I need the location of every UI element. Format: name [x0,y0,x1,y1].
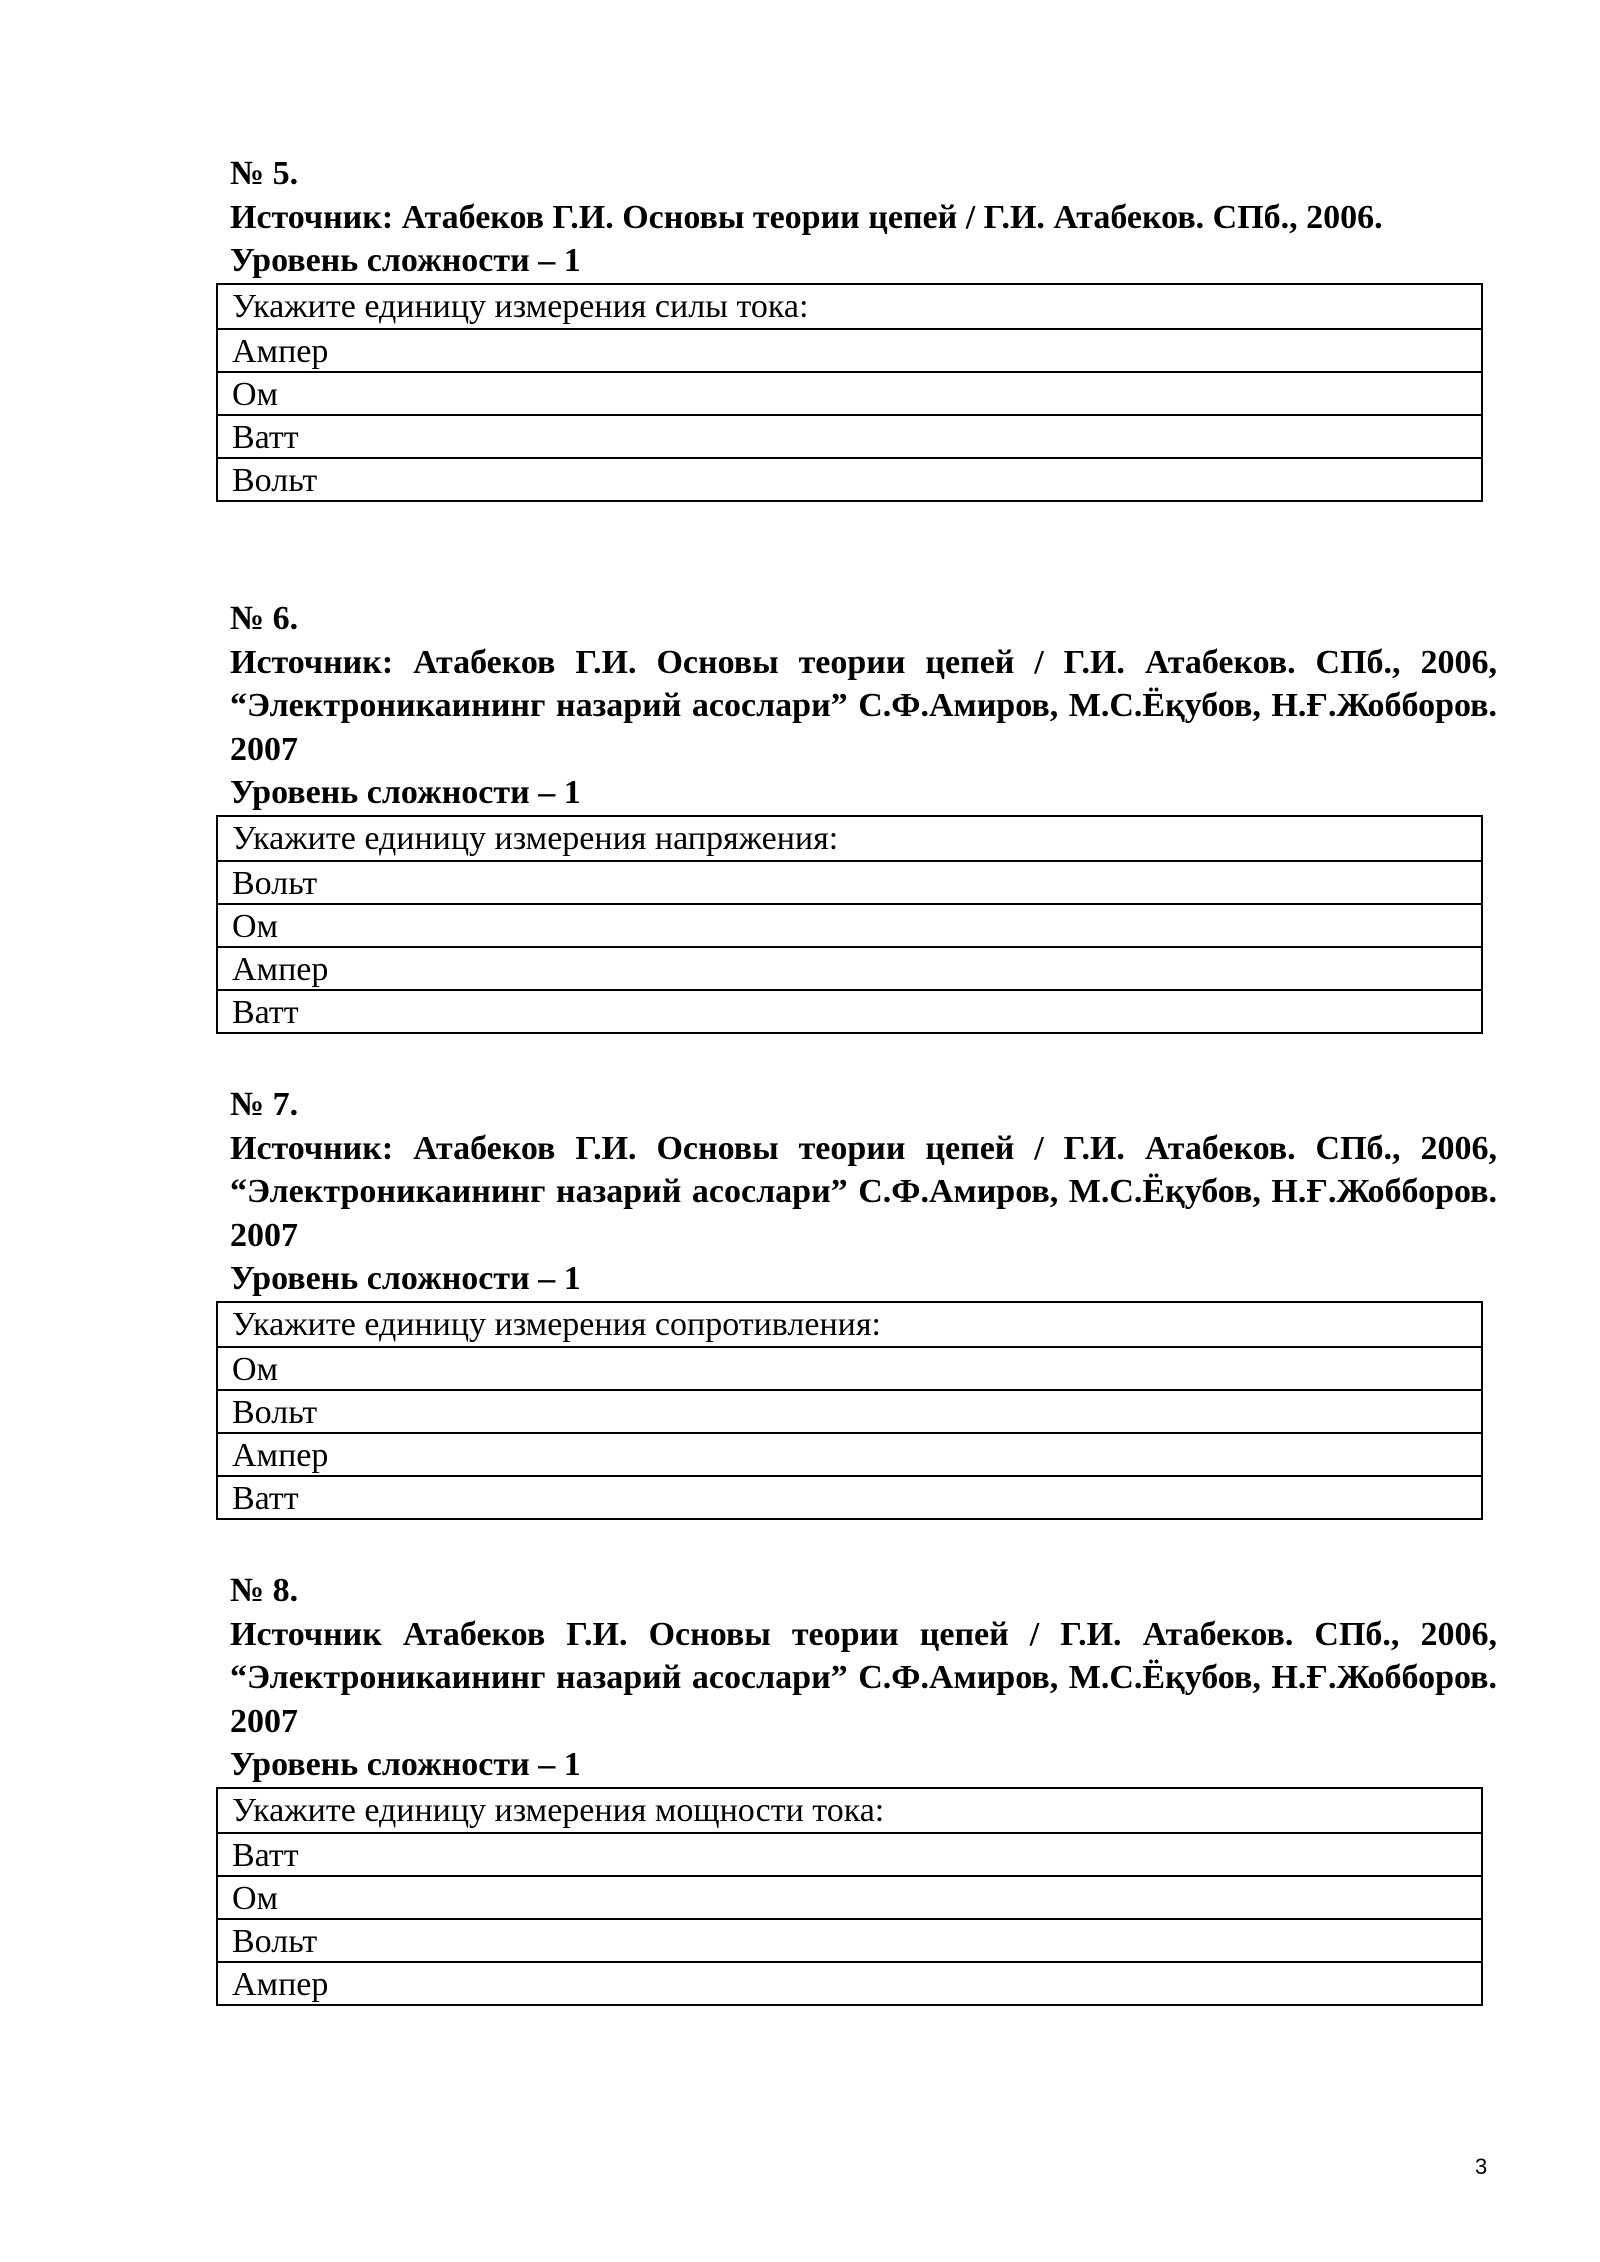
question-header [230,1569,1497,1787]
answer-option: Ом [218,371,1481,414]
difficulty-level: Уровень сложности – 1 [230,1746,581,1783]
answer-option: Ампер [218,946,1481,989]
answer-table [216,283,1483,502]
answer-option: Ом [218,1346,1481,1389]
question-block [230,597,1497,1034]
question-prompt: Укажите единицу измерения сопротивления: [232,1305,881,1343]
answer-table [216,1787,1483,2006]
answer-option: Ампер [218,1961,1481,2004]
answer-option: Ом [218,903,1481,946]
answer-option: Ватт [218,1475,1481,1518]
question-source: Источник: Атабеков Г.И. Основы теории цепей / Г.И. Атабеков. СПб., 2006, “Электроникаининг назарий асослари” С.Ф.Амиров, М.С.Ёқубов, Н.Ғ.Жобборов. 2007 [230,643,1497,768]
difficulty-level: Уровень сложности – 1 [230,774,581,811]
question-block [230,1569,1497,2006]
question-source: Источник: Атабеков Г.И. Основы теории цепей / Г.И. Атабеков. СПб., 2006. [230,198,1383,236]
answer-option: Вольт [218,457,1481,500]
difficulty-level: Уровень сложности – 1 [230,1260,581,1297]
question-source: Источник: Атабеков Г.И. Основы теории цепей / Г.И. Атабеков. СПб., 2006, “Электроникаининг назарий асослари” С.Ф.Амиров, М.С.Ёқубов, Н.Ғ.Жобборов. 2007 [230,1129,1497,1254]
answer-option: Ампер [218,1432,1481,1475]
question-block [230,152,1497,502]
question-prompt: Укажите единицу измерения силы тока: [232,287,809,325]
question-number: № 7. [230,1086,299,1123]
answer-table [216,815,1483,1034]
question-source: Источник Атабеков Г.И. Основы теории цепей / Г.И. Атабеков. СПб., 2006, “Электроникаининг назарий асослари” С.Ф.Амиров, М.С.Ёқубов, Н.Ғ.Жобборов. 2007 [230,1615,1497,1740]
question-header [230,152,1497,283]
answer-option: Ом [218,1875,1481,1918]
answer-option: Ампер [218,328,1481,371]
page-number: 3 [1475,2154,1488,2179]
question-prompt: Укажите единицу измерения мощности тока: [232,1791,885,1829]
answer-option: Вольт [218,1389,1481,1432]
question-header [230,1083,1497,1301]
question-block [230,1083,1497,1520]
answer-option: Ватт [218,414,1481,457]
question-number: № 5. [230,155,299,192]
question-prompt: Укажите единицу измерения напряжения: [232,819,839,857]
answer-option: Ватт [218,989,1481,1032]
answer-option: Вольт [218,860,1481,903]
answer-table [216,1301,1483,1520]
question-number: № 8. [230,1572,299,1609]
answer-option: Ватт [218,1832,1481,1875]
difficulty-level: Уровень сложности – 1 [230,242,581,279]
question-number: № 6. [230,600,299,637]
question-header [230,597,1497,815]
answer-option: Вольт [218,1918,1481,1961]
